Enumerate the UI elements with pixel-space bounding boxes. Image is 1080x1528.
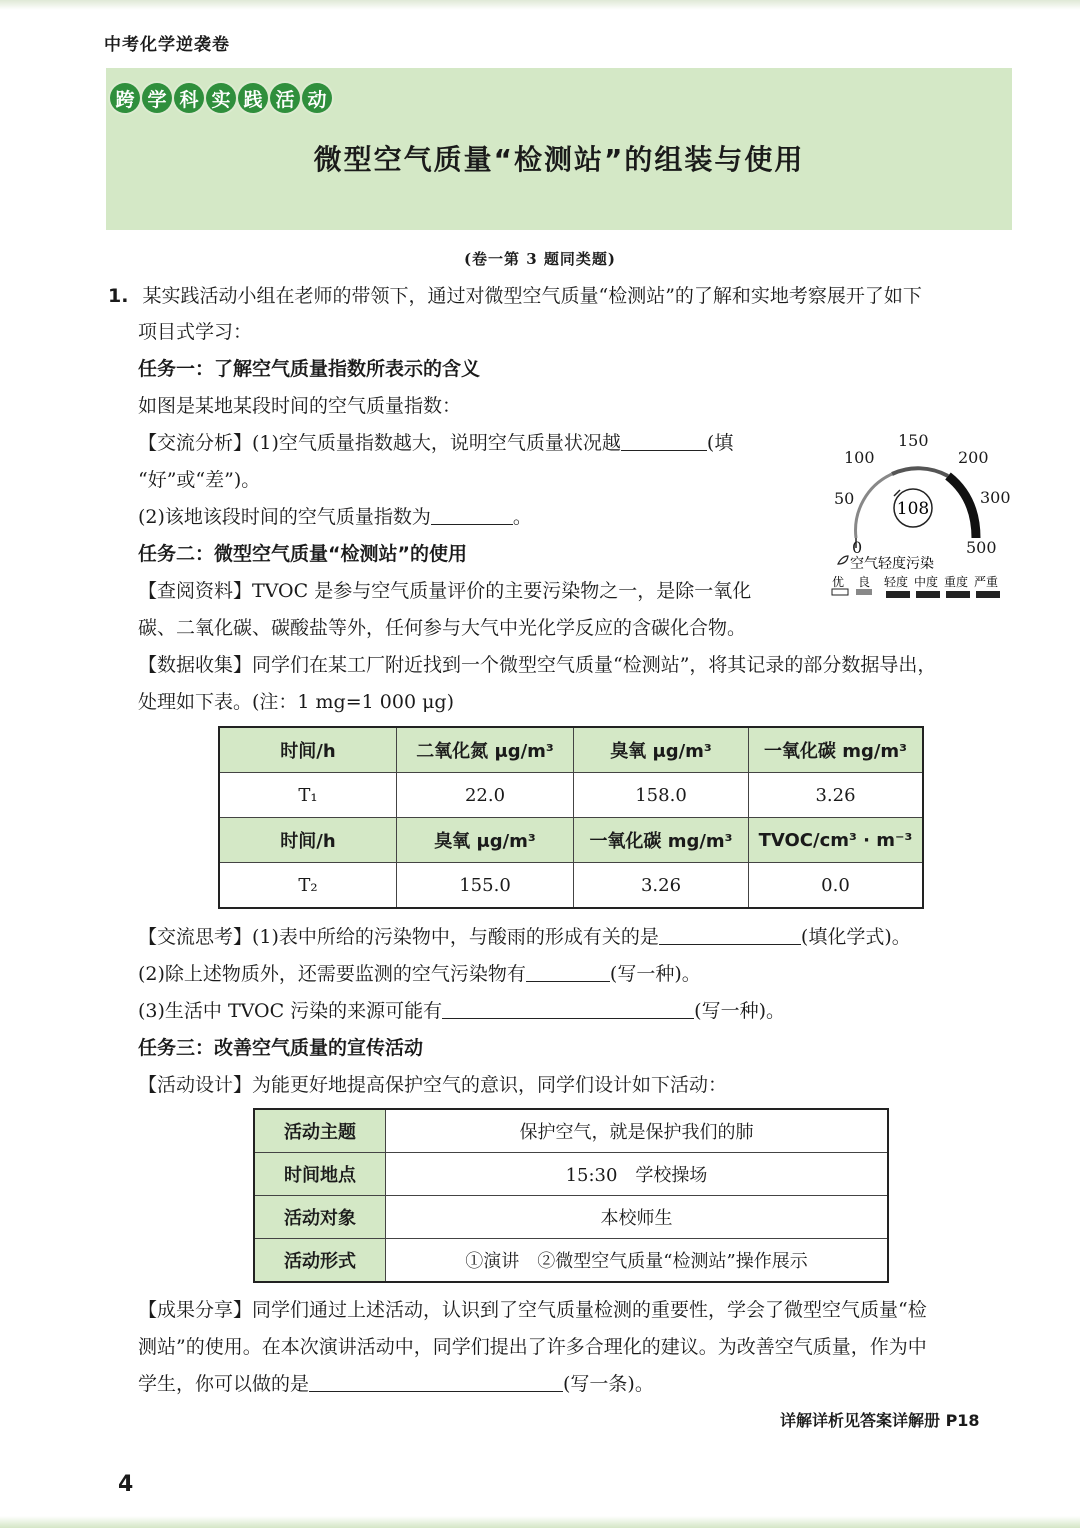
level-label: 重度	[944, 575, 969, 589]
table-row	[219, 773, 923, 818]
task2-q3-hint: (写一种)。	[694, 1000, 785, 1022]
activity-key: 活动形式	[254, 1239, 386, 1283]
task1-question-1	[138, 429, 733, 457]
gauge-reading: 108	[896, 499, 930, 519]
activity-value: 本校师生	[386, 1196, 889, 1239]
task1-description: 如图是某地某段时间的空气质量指数：	[138, 395, 462, 417]
task3-share-2: 测站”的使用。在本次演讲活动中，同学们提出了许多合理化的建议。为改善空气质量，作为中	[138, 1336, 927, 1358]
level-bar-excellent	[832, 589, 848, 595]
task3-share-hint: (写一条)。	[563, 1373, 654, 1395]
activity-key: 活动对象	[254, 1196, 386, 1239]
badge-char: 动	[302, 83, 332, 113]
same-type-note: (卷一第 3 题同类题)	[463, 250, 617, 268]
gauge-status: 空气轻度污染	[850, 556, 934, 572]
task1-q2-end: 。	[512, 506, 532, 528]
table-cell: 22.0	[397, 773, 574, 818]
gauge-tick-label: 100	[844, 448, 875, 467]
answer-blank[interactable]	[442, 998, 694, 1019]
table-row	[254, 1109, 888, 1153]
table-row	[219, 727, 923, 773]
badge-char: 科	[174, 83, 204, 113]
table-header-cell: 臭氧 μg/m³	[574, 727, 749, 773]
task2-q2-text: (2)除上述物质外，还需要监测的空气污染物有	[138, 963, 526, 985]
task1-q1-hint: (填	[706, 432, 734, 454]
task2-question-3	[138, 997, 785, 1025]
task2-title: 任务二：微型空气质量“检测站”的使用	[138, 543, 467, 565]
activity-key: 活动主题	[254, 1109, 386, 1153]
table-cell: 158.0	[574, 773, 749, 818]
gauge-tick-label: 0	[852, 538, 863, 557]
table-header-cell: 一氧化碳 mg/m³	[574, 818, 749, 863]
table-row	[254, 1153, 888, 1196]
task2-q1-text: 【交流思考】(1)表中所给的污染物中，与酸雨的形成有关的是	[138, 926, 659, 948]
task3-design: 【活动设计】为能更好地提高保护空气的意识，同学们设计如下活动：	[138, 1074, 728, 1096]
task2-reference-2: 碳、二氧化碳、碳酸盐等外，任何参与大气中光化学反应的含碳化合物。	[138, 617, 747, 639]
level-label: 轻度	[884, 575, 909, 589]
leaf-icon	[838, 556, 848, 564]
answer-reference: 详解详析见答案详解册 P18	[780, 1411, 980, 1430]
gauge-tick-label: 300	[980, 488, 1011, 507]
task2-question-1	[138, 923, 911, 951]
badge-char: 践	[238, 83, 268, 113]
table-cell: 155.0	[397, 863, 574, 909]
activity-key: 时间地点	[254, 1153, 386, 1196]
level-bar-heavy	[946, 591, 970, 598]
level-label: 良	[858, 575, 871, 589]
badge-char: 活	[270, 83, 300, 113]
gauge-tick-label: 150	[898, 431, 929, 450]
gauge-tick-label: 50	[834, 489, 855, 508]
task2-q2-hint: (写一种)。	[609, 963, 701, 985]
page-title: 微型空气质量“检测站”的组装与使用	[313, 143, 805, 176]
badge-char: 学	[142, 83, 172, 113]
gauge-tick-label: 500	[966, 538, 997, 557]
task1-question-2	[138, 503, 532, 531]
level-bar-good	[856, 589, 872, 595]
task3-share-text: 学生，你可以做的是	[138, 1373, 310, 1395]
gauge-arc-bad	[948, 476, 976, 538]
table-cell: T₂	[219, 863, 397, 909]
table-cell: 3.26	[574, 863, 749, 909]
task3-share-3	[138, 1370, 654, 1398]
page-top-edge	[0, 0, 1080, 10]
table-cell: T₁	[219, 773, 397, 818]
level-bar-moderate	[916, 591, 940, 598]
page-number: 4	[118, 1472, 134, 1497]
answer-blank[interactable]	[621, 430, 707, 451]
task1-q2-text: (2)该地该段时间的空气质量指数为	[138, 506, 431, 528]
task2-q1-hint: (填化学式)。	[800, 926, 911, 948]
table-row	[254, 1196, 888, 1239]
badge-char: 实	[206, 83, 236, 113]
table-row	[219, 863, 923, 909]
level-bar-light	[886, 591, 910, 598]
level-label: 中度	[914, 575, 939, 589]
table-header-cell: 二氧化氮 μg/m³	[397, 727, 574, 773]
table-row	[254, 1239, 888, 1283]
badge-char: 跨	[110, 83, 140, 113]
task2-q3-text: (3)生活中 TVOC 污染的来源可能有	[138, 1000, 443, 1022]
answer-blank[interactable]	[659, 924, 801, 945]
answer-blank[interactable]	[526, 961, 610, 982]
level-label: 严重	[974, 575, 999, 589]
table-header-cell: 时间/h	[219, 727, 397, 773]
activity-value: 15:30 学校操场	[386, 1153, 889, 1196]
task2-question-2	[138, 960, 701, 988]
gauge-tick-label: 200	[958, 448, 989, 467]
intro-text-1: 某实践活动小组在老师的带领下，通过对微型空气质量“检测站”的了解和实地考察展开了如下	[142, 285, 922, 307]
pollutant-data-table	[218, 726, 924, 909]
question-intro-line-2: 项目式学习：	[138, 321, 253, 343]
task1-q1-text: 【交流分析】(1)空气质量指数越大，说明空气质量状况越	[138, 432, 621, 454]
task2-data-1: 【数据收集】同学们在某工厂附近找到一个微型空气质量“检测站”，将其记录的部分数据导出，	[138, 654, 937, 676]
task2-data-2: 处理如下表。(注：1 mg=1 000 μg)	[138, 691, 454, 713]
table-cell: 3.26	[749, 773, 924, 818]
gauge-arc-mid	[892, 468, 948, 476]
task1-question-1-cont: “好”或“差”)。	[138, 469, 261, 491]
question-intro-line-1	[108, 282, 922, 310]
page-bottom-edge	[0, 1516, 1080, 1528]
activity-value: ①演讲 ②微型空气质量“检测站”操作展示	[386, 1239, 889, 1283]
activity-value: 保护空气，就是保护我们的肺	[386, 1109, 889, 1153]
table-row	[219, 818, 923, 863]
task3-share-1: 【成果分享】同学们通过上述活动，认识到了空气质量检测的重要性，学会了微型空气质量“检	[138, 1299, 927, 1321]
answer-blank[interactable]	[309, 1371, 563, 1392]
task2-reference-1: 【查阅资料】TVOC 是参与空气质量评价的主要污染物之一，是除一氧化	[138, 580, 752, 602]
level-label: 优	[832, 575, 845, 589]
gauge-arc-good	[856, 474, 892, 538]
running-head: 中考化学逆袭卷	[104, 35, 230, 55]
task3-title: 任务三：改善空气质量的宣传活动	[138, 1037, 424, 1059]
table-header-cell: 一氧化碳 mg/m³	[749, 727, 924, 773]
level-bar-severe	[976, 591, 1000, 598]
table-cell: 0.0	[749, 863, 924, 909]
question-number: 1.	[108, 285, 129, 307]
activity-table	[253, 1108, 889, 1283]
section-badge	[110, 83, 334, 113]
task1-title: 任务一：了解空气质量指数所表示的含义	[138, 358, 481, 380]
answer-blank[interactable]	[431, 504, 513, 525]
table-header-cell: TVOC/cm³ · m⁻³	[749, 818, 924, 863]
table-header-cell: 臭氧 μg/m³	[397, 818, 574, 863]
table-header-cell: 时间/h	[219, 818, 397, 863]
